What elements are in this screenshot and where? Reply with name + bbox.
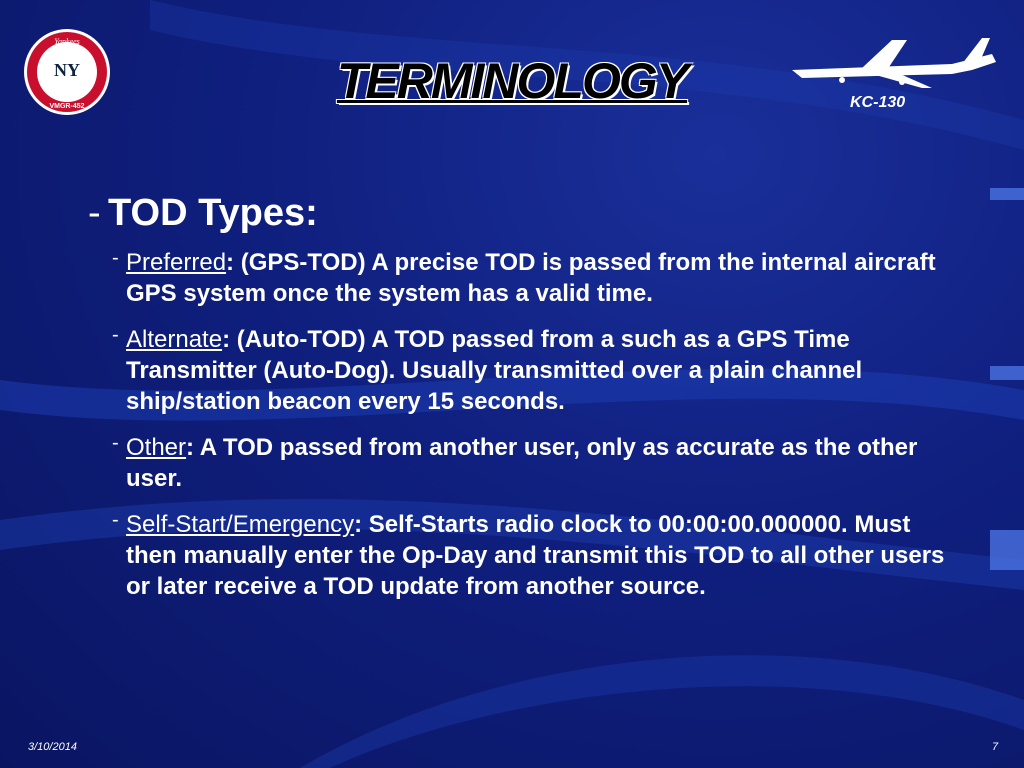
slide-body [88,192,948,617]
heading-text: TOD Types: [108,192,318,234]
term-alternate: Alternate [126,326,223,353]
footer-date: 3/10/2014 [28,741,77,753]
list-item [88,324,948,417]
slide-title: TERMINOLOGY [336,53,688,109]
item-dash: - [112,324,119,346]
aircraft-icon [782,32,1002,92]
term-description: : A TOD passed from another user, only as accurate as the other user. [126,434,918,492]
list-item [88,247,948,309]
page-number: 7 [992,741,999,753]
item-dash: - [112,432,119,454]
logo-bottom-text: VMGR-452 [49,103,85,110]
svg-text:NY: NY [54,60,80,80]
term-preferred: Preferred [126,249,227,276]
term-other: Other [126,434,187,461]
logo-top-text: Yankees [54,37,80,46]
heading-dash: - [88,192,101,234]
list-item [88,509,948,602]
list-item [88,432,948,494]
term-description: : (Auto-TOD) A TOD passed from a such as a GPS Time Transmitter (Auto-Dog). Usually transmitted over a plain channel ship/station beacon every 15 seconds. [126,326,863,415]
bullet-heading [88,192,948,235]
term-description: : Self-Starts radio clock to 00:00:00.000000. Must then manually enter the Op-Day and transmit this TOD to all other users or later receive a TOD update from another source. [126,511,945,600]
term-description: : (GPS-TOD) A precise TOD is passed from the internal aircraft GPS system once the system has a valid time. [126,249,936,307]
item-dash: - [112,509,119,531]
item-dash: - [112,247,119,269]
aircraft-label: KC-130 [850,94,906,111]
term-self-start: Self-Start/Emergency [126,511,355,538]
